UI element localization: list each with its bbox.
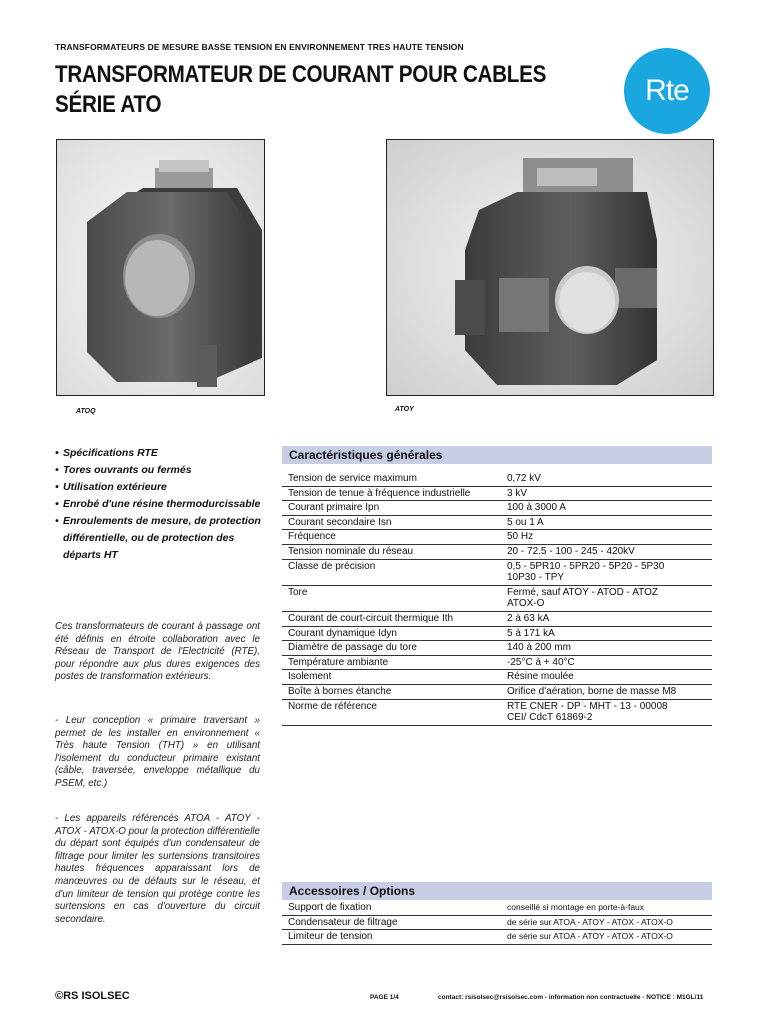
table-row xyxy=(282,930,712,945)
atoy-transformer-image xyxy=(387,140,713,395)
table-row xyxy=(282,472,712,486)
logo-text: Rte xyxy=(645,74,689,107)
document-title xyxy=(55,60,546,120)
general-characteristics-heading: Caractéristiques générales xyxy=(282,446,712,464)
row-value: Orifice d'aération, borne de masse M8 xyxy=(501,684,712,699)
table-row xyxy=(282,501,712,516)
row-label: Limiteur de tension xyxy=(282,930,501,945)
table-row xyxy=(282,684,712,699)
table-row xyxy=(282,585,712,611)
feature-item: • Enroulements de mesure, de protection différentielle, ou de protection des départs HT xyxy=(55,513,265,564)
feature-item: • Utilisation extérieure xyxy=(55,479,265,496)
feature-item: • Enrobé d'une résine thermodurcissable xyxy=(55,496,265,513)
row-value: 3 kV xyxy=(501,486,712,501)
table-row xyxy=(282,486,712,501)
table-row xyxy=(282,655,712,670)
table-row xyxy=(282,544,712,559)
row-value: de série sur ATOA - ATOY - ATOX - ATOX-O xyxy=(501,915,712,930)
protection-paragraph: - Les appareils référencés ATOA - ATOY - ATOX - ATOX-O pour la protection différentielle du départ sont équipés d'un condensateur de filtrage pour limiter les surtensions transitoires hautes fréquences apparaissant lors de manœuvres ou de défauts sur le réseau, et d'un limiteur de tension qui protège contre les surtensions en cas d'ouverture du circuit secondaire. xyxy=(55,813,260,925)
photo-atoy xyxy=(386,139,714,396)
row-value: RTE CNER - DP - MHT - 13 - 00008 CEI/ CdcT 61869-2 xyxy=(501,699,712,725)
row-value: de série sur ATOA - ATOY - ATOX - ATOX-O xyxy=(501,930,712,945)
row-label: Courant secondaire Isn xyxy=(282,515,501,530)
row-label: Support de fixation xyxy=(282,901,501,915)
caption-atoq: ATOQ xyxy=(76,408,96,415)
atoq-transformer-image xyxy=(57,140,264,395)
row-label: Classe de précision xyxy=(282,559,501,585)
intro-paragraph: Ces transformateurs de courant à passage ont été définis en étroite collaboration avec le Réseau de Transport de l'Electricité (RTE), pour répondre aux plus dures exigences des postes de transformation extérieurs. xyxy=(55,621,260,683)
photo-atoq xyxy=(56,139,265,396)
table-row xyxy=(282,515,712,530)
row-value: 2 à 63 kA xyxy=(501,611,712,626)
row-label: Isolement xyxy=(282,670,501,685)
row-value: 140 à 200 mm xyxy=(501,641,712,656)
row-label: Courant dynamique Idyn xyxy=(282,626,501,641)
row-value: 50 Hz xyxy=(501,530,712,545)
feature-item: • Spécifications RTE xyxy=(55,445,265,462)
table-row xyxy=(282,641,712,656)
row-value: 100 à 3000 A xyxy=(501,501,712,516)
row-label: Boîte à bornes étanche xyxy=(282,684,501,699)
row-label: Tension de service maximum xyxy=(282,472,501,486)
footer-contact: contact: rsisolsec@rsisolsec.com - information non contractuelle - NOTICE : M1GL/11 xyxy=(438,994,704,1001)
row-label: Courant primaire Ipn xyxy=(282,501,501,516)
row-label: Tension de tenue à fréquence industrielle xyxy=(282,486,501,501)
table-row xyxy=(282,530,712,545)
row-label: Température ambiante xyxy=(282,655,501,670)
row-value: Fermé, sauf ATOY - ATOD - ATOZ ATOX-O xyxy=(501,585,712,611)
general-characteristics-table xyxy=(282,472,712,726)
row-value: Résine moulée xyxy=(501,670,712,685)
title-line-2: SÉRIE ATO xyxy=(55,91,162,118)
row-label: Tore xyxy=(282,585,501,611)
row-label: Tension nominale du réseau xyxy=(282,544,501,559)
footer-company: ©RS ISOLSEC xyxy=(55,990,130,1002)
row-value: 0,5 - 5PR10 - 5PR20 - 5P20 - 5P30 10P30 - TPY xyxy=(501,559,712,585)
row-value: 20 - 72.5 - 100 - 245 - 420kV xyxy=(501,544,712,559)
rte-logo xyxy=(624,48,710,134)
row-value: 5 à 171 kA xyxy=(501,626,712,641)
table-row xyxy=(282,915,712,930)
row-label: Norme de référence xyxy=(282,699,501,725)
title-line-1: TRANSFORMATEUR DE COURANT POUR CABLES xyxy=(55,61,547,88)
row-label: Condensateur de filtrage xyxy=(282,915,501,930)
row-label: Diamètre de passage du tore xyxy=(282,641,501,656)
document-supertitle: TRANSFORMATEURS DE MESURE BASSE TENSION EN ENVIRONNEMENT TRES HAUTE TENSION xyxy=(55,42,464,52)
feature-list xyxy=(55,445,265,564)
row-value: 0,72 kV xyxy=(501,472,712,486)
row-value: -25°C à + 40°C xyxy=(501,655,712,670)
table-row xyxy=(282,699,712,725)
footer-page-number: PAGE 1/4 xyxy=(370,994,399,1001)
row-value: 5 ou 1 A xyxy=(501,515,712,530)
table-row xyxy=(282,611,712,626)
feature-item: • Tores ouvrants ou fermés xyxy=(55,462,265,479)
row-label: Fréquence xyxy=(282,530,501,545)
row-label: Courant de court-circuit thermique Ith xyxy=(282,611,501,626)
caption-atoy: ATOY xyxy=(395,406,414,413)
design-paragraph: - Leur conception « primaire traversant » permet de les installer en environnement « Très haute Tension (THT) » en utilisant l'isolement du conducteur primaire existant (câble, traversée, enveloppe métallique du PSEM, etc.) xyxy=(55,715,260,789)
row-value: conseillé si montage en porte-à-faux xyxy=(501,901,712,915)
table-row xyxy=(282,626,712,641)
accessories-table xyxy=(282,901,712,945)
table-row xyxy=(282,901,712,915)
table-row xyxy=(282,559,712,585)
accessories-heading: Accessoires / Options xyxy=(282,882,712,900)
table-row xyxy=(282,670,712,685)
